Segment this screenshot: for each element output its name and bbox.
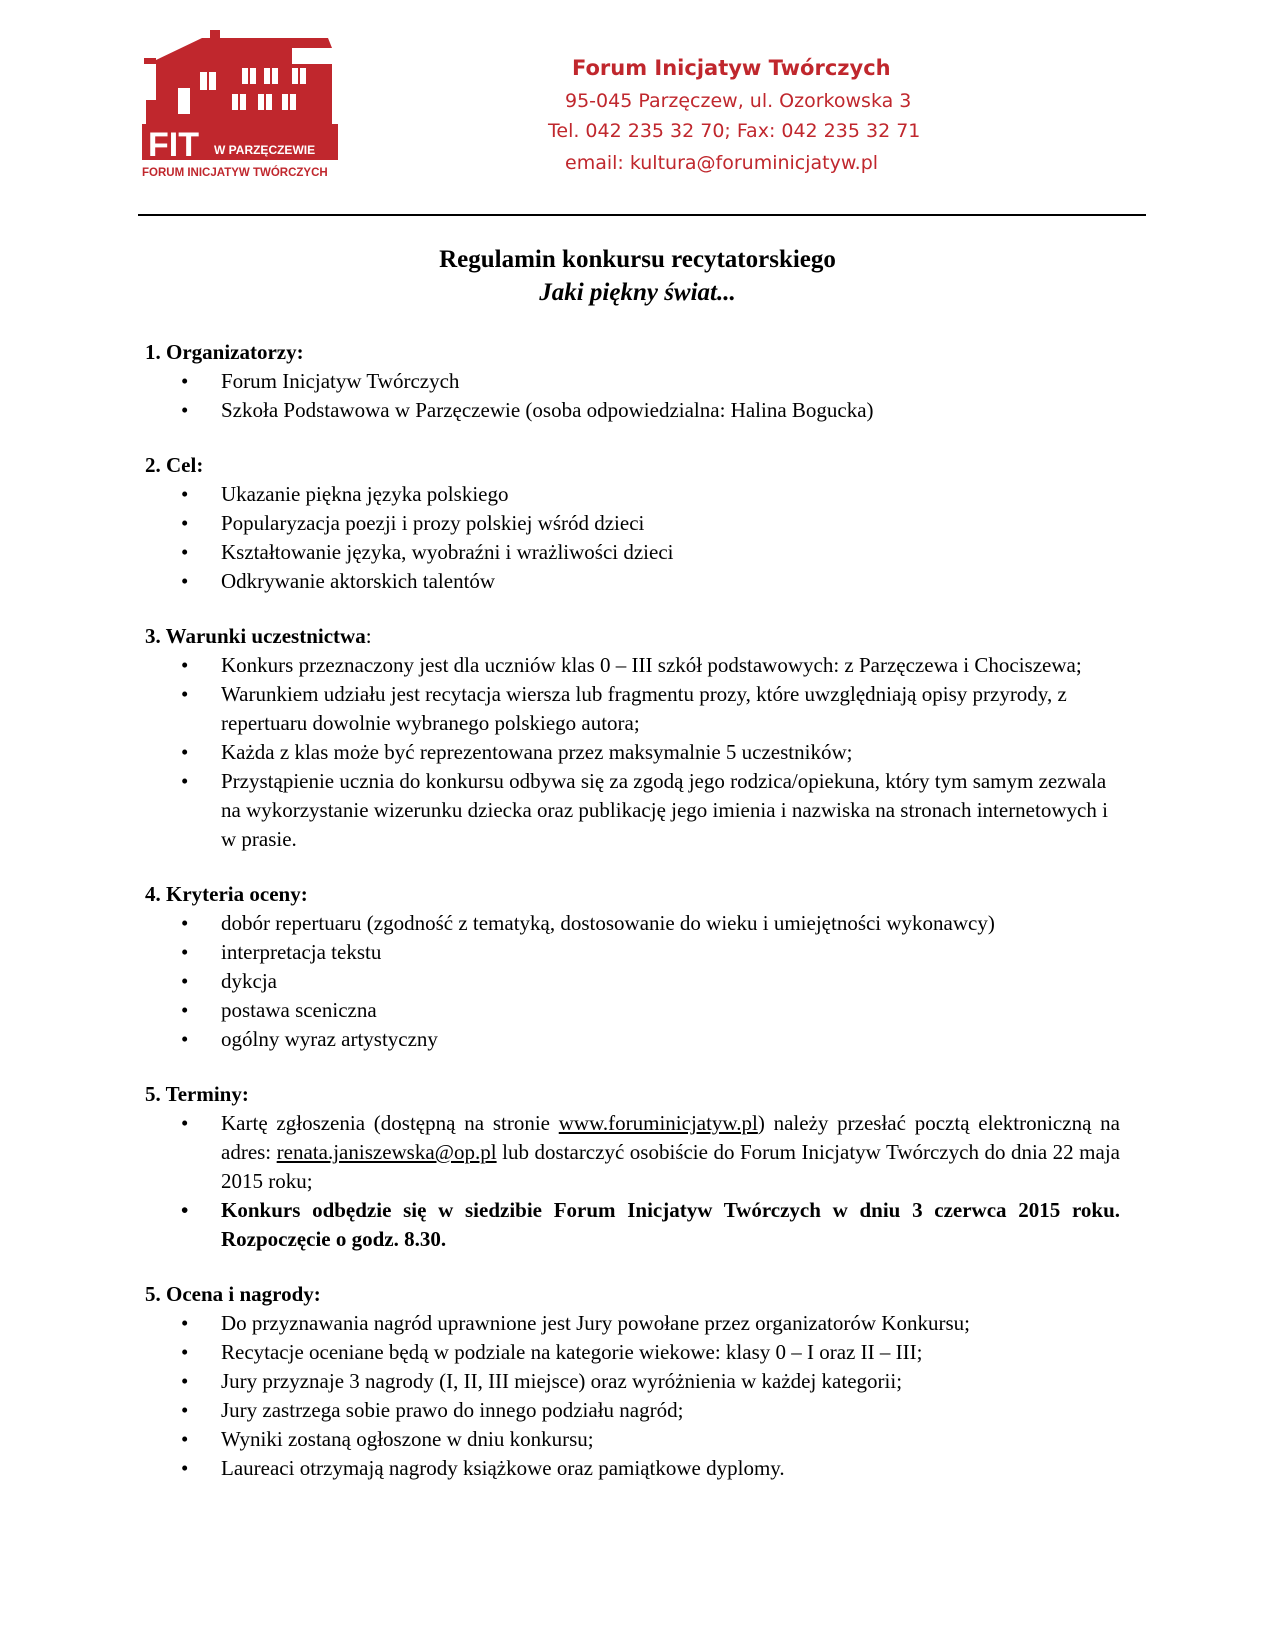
bullet-icon: • xyxy=(181,540,189,564)
list-item: • Jury przyznaje 3 nagrody (I, II, III miejsce) oraz wyróżnienia w każdej kategorii; xyxy=(145,1367,1120,1396)
phone-fax: Tel. 042 235 32 70; Fax: 042 235 32 71 xyxy=(548,120,921,142)
fit-logo xyxy=(142,28,338,188)
bullet-icon: • xyxy=(181,1198,189,1222)
bullet-icon: • xyxy=(181,1456,189,1480)
logo-place-text: W PARZĘCZEWIE xyxy=(214,143,316,157)
header-divider xyxy=(138,214,1146,216)
document-title: Regulamin konkursu recytatorskiego xyxy=(439,246,836,273)
bullet-icon: • xyxy=(181,998,189,1022)
list-item: • Odkrywanie aktorskich talentów xyxy=(145,567,1120,596)
list-item: • dykcja xyxy=(145,967,1120,996)
list-item: • Przystąpienie ucznia do konkursu odbywa się za zgodą jego rodzica/opiekuna, który tym samym zezwala na wykorzystanie wizerunku dziecka oraz publikację jego imienia i nazwiska na stronach internetowych i w prasie. xyxy=(181,769,1108,851)
list-item: • Każda z klas może być reprezentowana przez maksymalnie 5 uczestników; xyxy=(145,738,1120,767)
list-item: • Laureaci otrzymają nagrody książkowe oraz pamiątkowe dyplomy. xyxy=(145,1454,1120,1483)
website-link[interactable]: www.foruminicjatyw.pl xyxy=(558,1111,758,1135)
list-item: • dobór repertuaru (zgodność z tematyką, dostosowanie do wieku i umiejętności wykonawcy) xyxy=(145,909,1120,938)
section-heading: 2. Cel: xyxy=(145,453,204,477)
list-item: • Recytacje oceniane będą w podziale na kategorie wiekowe: klasy 0 – I oraz II – III; xyxy=(145,1338,1120,1367)
list-item: • Kartę zgłoszenia (dostępną na stronie www.foruminicjatyw.pl) należy przesłać pocztą elektroniczną na adres: renata.janiszewska@op.pl lub dostarczyć osobiście do Forum Inicjatyw Twórczych do dnia 22 maja 2015 roku; xyxy=(181,1111,1120,1193)
list-item: • Ukazanie piękna języka polskiego xyxy=(145,480,1120,509)
bullet-list xyxy=(145,480,1120,596)
list-item: • postawa sceniczna xyxy=(145,996,1120,1025)
list-item: • Warunkiem udziału jest recytacja wiersza lub fragmentu prozy, które uwzględniają opisy przyrody, z repertuaru dowolnie wybranego polskiego autora; xyxy=(181,682,1067,735)
section-heading: 5. Terminy: xyxy=(145,1082,249,1106)
section-heading: 3. Warunki uczestnictwa: xyxy=(145,624,372,648)
bullet-list xyxy=(145,1109,1120,1254)
address: 95-045 Parzęczew, ul. Ozorkowska 3 xyxy=(565,90,912,112)
section-organizers xyxy=(145,338,1120,425)
bullet-icon: • xyxy=(181,969,189,993)
section-goal xyxy=(145,451,1120,596)
section-deadlines xyxy=(145,1080,1120,1254)
list-item: • Forum Inicjatyw Twórczych xyxy=(145,367,1120,396)
bullet-icon: • xyxy=(181,511,189,535)
email: email: kultura@foruminicjatyw.pl xyxy=(565,152,879,174)
bullet-icon: • xyxy=(181,569,189,593)
list-item: • Do przyznawania nagród uprawnione jest Jury powołane przez organizatorów Konkursu; xyxy=(145,1309,1120,1338)
section-conditions xyxy=(145,622,1120,854)
bullet-icon: • xyxy=(181,1027,189,1051)
list-item: • interpretacja tekstu xyxy=(145,938,1120,967)
logo-caption-text: FORUM INICJATYW TWÓRCZYCH xyxy=(142,167,328,179)
document-body xyxy=(145,338,1120,1509)
bullet-icon: • xyxy=(181,653,189,677)
list-item: • Wyniki zostaną ogłoszone w dniu konkursu; xyxy=(145,1425,1120,1454)
bullet-list xyxy=(145,651,1120,854)
bullet-list xyxy=(145,909,1120,1054)
bullet-icon: • xyxy=(181,1398,189,1422)
bullet-icon: • xyxy=(181,398,189,422)
section-criteria xyxy=(145,880,1120,1054)
bullet-icon: • xyxy=(181,769,189,793)
list-item: • Popularyzacja poezji i prozy polskiej wśród dzieci xyxy=(145,509,1120,538)
document-subtitle: Jaki piękny świat... xyxy=(539,279,736,306)
bullet-icon: • xyxy=(181,911,189,935)
bullet-icon: • xyxy=(181,1340,189,1364)
logo-badge-text: FIT xyxy=(148,126,199,164)
bullet-icon: • xyxy=(181,682,189,706)
section-heading: 4. Kryteria oceny: xyxy=(145,882,308,906)
section-awards xyxy=(145,1280,1120,1483)
bullet-icon: • xyxy=(181,1111,189,1135)
bullet-icon: • xyxy=(181,369,189,393)
bullet-icon: • xyxy=(181,1311,189,1335)
bullet-icon: • xyxy=(181,940,189,964)
list-item: • Jury zastrzega sobie prawo do innego podziału nagród; xyxy=(145,1396,1120,1425)
bullet-icon: • xyxy=(181,482,189,506)
org-name: Forum Inicjatyw Twórczych xyxy=(572,56,891,80)
list-item: • ogólny wyraz artystyczny xyxy=(145,1025,1120,1054)
email-link[interactable]: renata.janiszewska@op.pl xyxy=(276,1140,497,1164)
section-heading: 1. Organizatorzy: xyxy=(145,340,304,364)
bullet-icon: • xyxy=(181,740,189,764)
list-item: • Konkurs przeznaczony jest dla uczniów klas 0 – III szkół podstawowych: z Parzęczewa i Chociszewa; xyxy=(145,651,1120,680)
bullet-list xyxy=(145,1309,1120,1483)
bullet-list xyxy=(145,367,1120,425)
list-item: • Konkurs odbędzie się w siedzibie Forum Inicjatyw Twórczych w dniu 3 czerwca 2015 roku. Rozpoczęcie o godz. 8.30. xyxy=(181,1198,1120,1251)
list-item: • Kształtowanie języka, wyobraźni i wrażliwości dzieci xyxy=(145,538,1120,567)
bullet-icon: • xyxy=(181,1369,189,1393)
section-heading: 5. Ocena i nagrody: xyxy=(145,1282,321,1306)
list-item: • Szkoła Podstawowa w Parzęczewie (osoba odpowiedzialna: Halina Bogucka) xyxy=(145,396,1120,425)
bullet-icon: • xyxy=(181,1427,189,1451)
